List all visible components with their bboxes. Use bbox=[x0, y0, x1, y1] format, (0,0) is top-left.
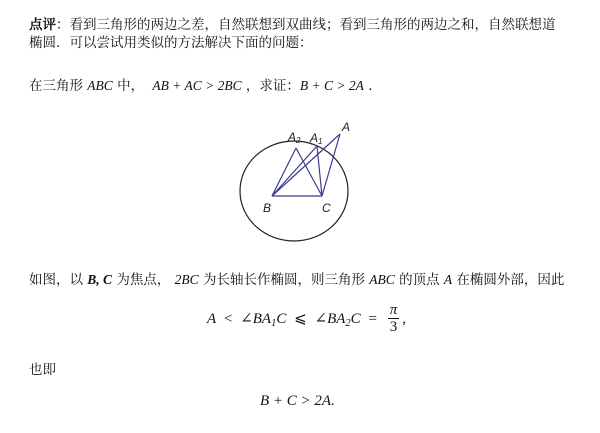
label-C: C bbox=[322, 201, 331, 215]
formula1-frac-num: π bbox=[389, 302, 398, 318]
solution-vertex: A bbox=[443, 272, 453, 287]
comment-text-1: 看到三角形的两边之差，自然联想到双曲线；看到三角形的两边之和，自然联想道 bbox=[69, 17, 556, 33]
also-text: 也即 bbox=[29, 362, 56, 378]
label-A: A bbox=[342, 120, 351, 134]
problem-condition: AB + AC > 2BC bbox=[152, 78, 242, 93]
comment-line-1 bbox=[29, 16, 556, 34]
problem-claim: B + C > 2A bbox=[299, 78, 364, 93]
comment-line-2 bbox=[29, 34, 313, 52]
solution-axis: 2BC bbox=[174, 272, 199, 287]
segment-B-A1 bbox=[272, 146, 317, 196]
label-A2 bbox=[287, 130, 301, 145]
solution-t5: 在椭圆外部，因此 bbox=[456, 272, 565, 288]
segment-B-A2 bbox=[272, 148, 296, 196]
ellipse bbox=[240, 141, 348, 241]
formula1-angle2 bbox=[315, 311, 361, 327]
formula1-angle2-post: C bbox=[350, 311, 361, 327]
problem-middle: 中， bbox=[117, 78, 145, 94]
formula-angle-inequality bbox=[207, 302, 406, 335]
label-B: B bbox=[263, 201, 272, 215]
problem-colon: ： bbox=[286, 78, 300, 94]
solution-t3: 为长轴长作椭圆，则三角形 bbox=[202, 272, 365, 288]
problem-prefix: 在三角形 bbox=[29, 78, 83, 94]
solution-t1: 如图，以 bbox=[29, 272, 83, 288]
comment-label: 点评 bbox=[29, 17, 56, 33]
problem-statement bbox=[29, 77, 382, 95]
problem-comma: ，求证 bbox=[245, 78, 287, 94]
problem-triangle: ABC bbox=[87, 78, 113, 93]
formula1-frac-den: 3 bbox=[389, 319, 398, 335]
formula1-angle1-pre: ∠BA bbox=[240, 311, 272, 327]
ellipse-figure bbox=[230, 115, 370, 250]
formula1-angle2-pre: ∠BA bbox=[314, 311, 346, 327]
label-A2-main: A bbox=[288, 130, 297, 144]
solution-line bbox=[29, 271, 564, 289]
solution-t2: 为焦点， bbox=[116, 272, 171, 288]
formula1-lt: < bbox=[223, 311, 233, 327]
formula-final: B + C > 2A. bbox=[260, 393, 335, 409]
solution-foci: B, C bbox=[87, 272, 113, 287]
formula1-eq: = bbox=[368, 311, 377, 327]
label-A1 bbox=[309, 131, 322, 146]
formula1-angle1-sub: 1 bbox=[271, 318, 277, 329]
label-A2-sub: 2 bbox=[296, 136, 301, 145]
formula1-fraction bbox=[388, 302, 400, 335]
label-A1-sub: 1 bbox=[318, 137, 323, 146]
formula1-a: A bbox=[207, 311, 217, 327]
comment-text-2: 椭圆．可以尝试用类似的方法解决下面的问题： bbox=[29, 35, 313, 51]
segment-B-A bbox=[272, 134, 340, 196]
formula1-leq: ⩽ bbox=[294, 311, 307, 327]
solution-tri: ABC bbox=[369, 272, 395, 287]
formula1-tail: , bbox=[402, 311, 406, 327]
problem-end: ． bbox=[368, 78, 382, 94]
formula1-angle1 bbox=[240, 311, 286, 327]
label-A1-main: A bbox=[310, 131, 319, 145]
segment-C-A bbox=[322, 134, 340, 196]
formula1-angle1-post: C bbox=[276, 311, 287, 327]
solution-t4: 的顶点 bbox=[399, 272, 440, 288]
comment-colon: ： bbox=[56, 17, 70, 33]
formula1-angle2-sub: 2 bbox=[345, 318, 351, 329]
